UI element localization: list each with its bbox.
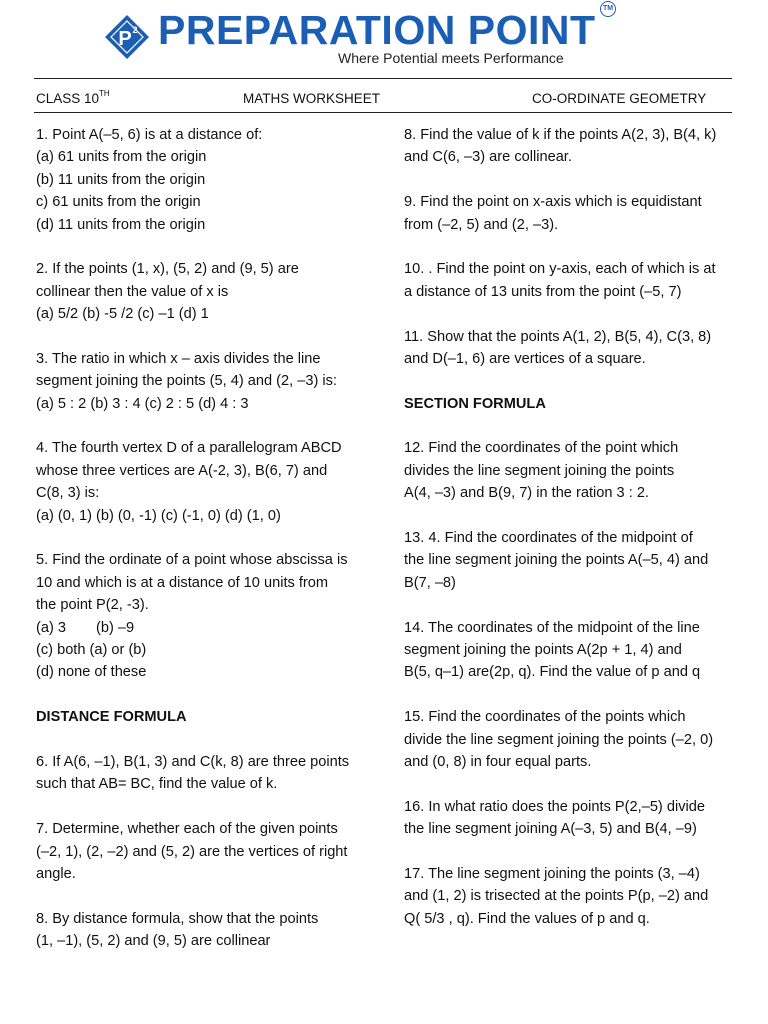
question-line: B(7, –8) [404, 574, 456, 591]
question-line: Q( 5/3 , q). Find the values of p and q. [404, 910, 650, 927]
question-line: 17. The line segment joining the points (3, –4) [404, 865, 700, 882]
question-line: 14. The coordinates of the midpoint of the line [404, 619, 700, 636]
question-option: (b) 11 units from the origin [36, 171, 206, 188]
question-options [36, 617, 376, 639]
question-13 [404, 527, 734, 594]
question-line: whose three vertices are A(-2, 3), B(6, 7) and [36, 462, 328, 479]
question-line: 5. Find the ordinate of a point whose abscissa is [36, 552, 348, 569]
question-line: A(4, –3) and B(9, 7) in the ration 3 : 2. [404, 485, 649, 502]
question-line: a distance of 13 units from the point (–5, 7) [404, 283, 682, 300]
question-line: 8. Find the value of k if the points A(2, 3), B(4, k) [404, 127, 717, 143]
question-16 [404, 796, 734, 841]
question-line: 10. . Find the point on y-axis, each of which is at [404, 261, 716, 278]
question-12 [404, 437, 734, 504]
question-line: divides the line segment joining the points [404, 462, 675, 479]
question-line: the line segment joining the points A(–5, 4) and [404, 552, 709, 569]
question-line: 15. Find the coordinates of the points which [404, 709, 686, 726]
section-heading-distance: DISTANCE FORMULA [36, 709, 187, 726]
brand-tagline: Where Potential meets Performance [338, 50, 564, 66]
question-line: 16. In what ratio does the points P(2,–5) divide [404, 798, 705, 815]
question-line: B(5, q–1) are(2p, q). Find the value of p and q [404, 664, 701, 681]
logo-letter: P [118, 28, 132, 50]
question-17 [404, 863, 734, 930]
class-superscript: TH [99, 89, 110, 98]
question-3 [36, 348, 376, 415]
question-line: 3. The ratio in which x – axis divides the line [36, 350, 321, 367]
question-line: and C(6, –3) are collinear. [404, 149, 572, 166]
question-8-left [36, 908, 376, 953]
question-option: (d) none of these [36, 664, 147, 681]
question-line: and (1, 2) is trisected at the points P(p, –2) and [404, 888, 709, 905]
question-10 [404, 258, 734, 303]
question-line: 6. If A(6, –1), B(1, 3) and C(k, 8) are three points [36, 753, 350, 770]
header-bottom-rule [34, 112, 732, 113]
question-options: (a) 5/2 (b) -5 /2 (c) –1 (d) 1 [36, 306, 209, 323]
question-6 [36, 751, 376, 796]
question-5 [36, 549, 376, 683]
question-line: (1, –1), (5, 2) and (9, 5) are collinear [36, 933, 271, 950]
subject-label: MATHS WORKSHEET [243, 91, 381, 106]
question-line: the line segment joining A(–3, 5) and B(4, –9) [404, 821, 697, 838]
question-9 [404, 191, 734, 236]
question-14 [404, 617, 734, 684]
question-11 [404, 326, 734, 371]
worksheet-meta-row [34, 88, 732, 110]
option-a: (a) 3 [36, 619, 67, 636]
question-line: collinear then the value of x is [36, 283, 229, 300]
question-line: C(8, 3) is: [36, 485, 100, 502]
question-4 [36, 437, 376, 527]
left-column [36, 124, 376, 952]
trademark-badge: TM [600, 1, 616, 17]
question-15 [404, 706, 734, 773]
header-top-rule [34, 78, 732, 79]
question-option: (a) 61 units from the origin [36, 149, 207, 166]
brand-logo-icon [104, 14, 150, 60]
question-line: 4. The fourth vertex D of a parallelogram ABCD [36, 440, 342, 457]
question-line: 11. Show that the points A(1, 2), B(5, 4), C(3, 8) [404, 328, 712, 345]
question-line: and D(–1, 6) are vertices of a square. [404, 350, 646, 367]
question-line: 7. Determine, whether each of the given points [36, 821, 338, 838]
question-line: 2. If the points (1, x), (5, 2) and (9, 5) are [36, 261, 299, 278]
question-1 [36, 124, 376, 236]
question-line: 9. Find the point on x-axis which is equidistant [404, 194, 702, 211]
question-line: and (0, 8) in four equal parts. [404, 753, 592, 770]
question-line: (–2, 1), (2, –2) and (5, 2) are the vertices of right [36, 843, 348, 860]
question-option: c) 61 units from the origin [36, 194, 201, 211]
brand-name: PREPARATION POINT [158, 7, 596, 53]
question-7 [36, 818, 376, 885]
question-line: 13. 4. Find the coordinates of the midpoint of [404, 530, 693, 547]
section-heading-section: SECTION FORMULA [404, 395, 546, 412]
question-option: (d) 11 units from the origin [36, 216, 206, 233]
question-8-right [404, 124, 734, 169]
question-options: (a) (0, 1) (b) (0, -1) (c) (-1, 0) (d) (1, 0) [36, 507, 281, 524]
question-line: segment joining the points A(2p + 1, 4) and [404, 641, 682, 658]
question-line: divide the line segment joining the points (–2, 0) [404, 731, 714, 748]
logo-superscript: 2 [132, 25, 138, 35]
worksheet-header [0, 0, 768, 75]
right-column [404, 124, 734, 930]
question-line: 10 and which is at a distance of 10 units from [36, 574, 329, 591]
question-line: such that AB= BC, find the value of k. [36, 776, 278, 793]
question-line: angle. [36, 865, 76, 882]
option-b: (b) –9 [96, 619, 135, 636]
question-option: (c) both (a) or (b) [36, 641, 147, 658]
question-options: (a) 5 : 2 (b) 3 : 4 (c) 2 : 5 (d) 4 : 3 [36, 395, 249, 412]
question-line: 12. Find the coordinates of the point which [404, 440, 679, 457]
question-line: from (–2, 5) and (2, –3). [404, 216, 559, 233]
topic-label: CO-ORDINATE GEOMETRY [532, 91, 707, 106]
question-line: segment joining the points (5, 4) and (2, –3) is: [36, 373, 337, 390]
question-line: the point P(2, -3). [36, 597, 149, 614]
class-label: CLASS 10TH [36, 89, 110, 106]
question-line: 1. Point A(–5, 6) is at a distance of: [36, 127, 263, 143]
question-2 [36, 258, 376, 325]
question-line: 8. By distance formula, show that the points [36, 910, 319, 927]
